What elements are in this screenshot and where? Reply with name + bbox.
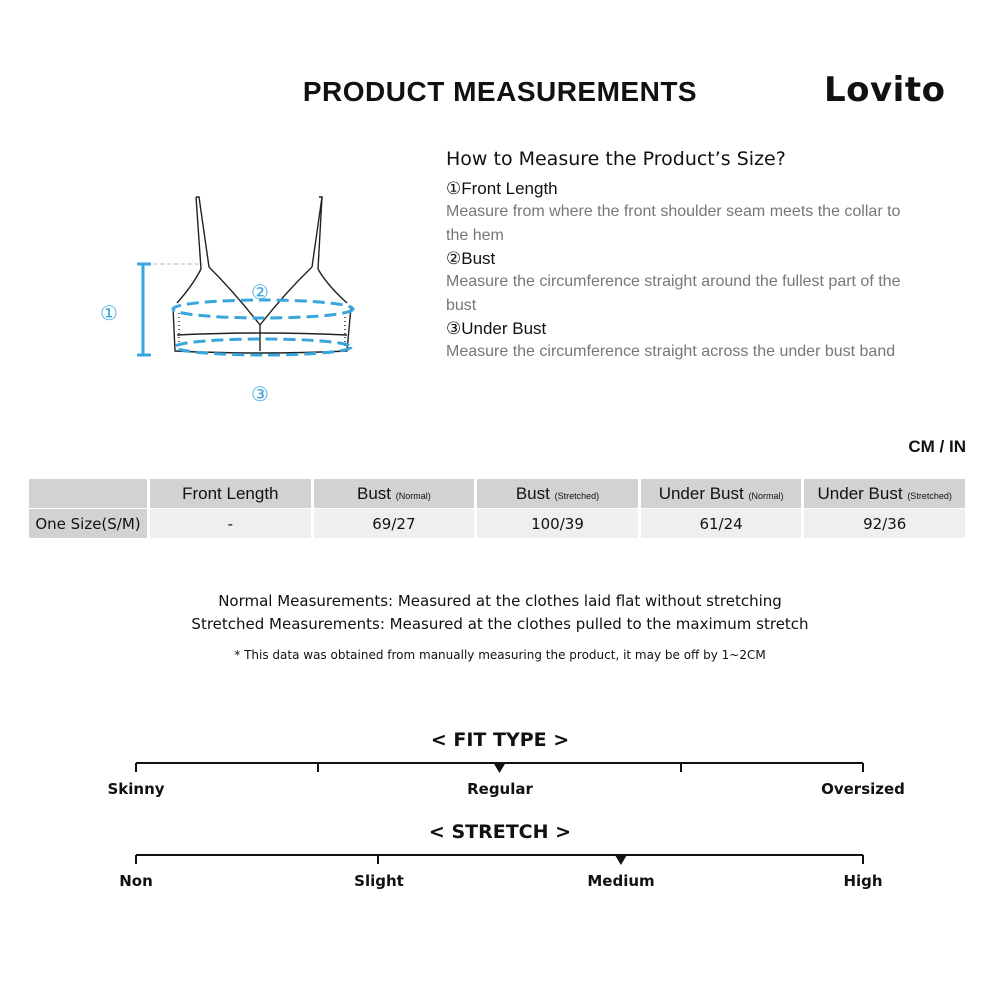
fit-label-oversized: Oversized <box>821 780 905 798</box>
stretch-marker <box>615 855 627 865</box>
table-cell: 100/39 <box>477 509 638 538</box>
column-header-sub: (Normal) <box>395 490 431 501</box>
instruction-label: ①Front Length <box>446 179 558 198</box>
front-length-bracket <box>137 264 151 355</box>
column-header <box>477 479 638 508</box>
stretch-label-slight: Slight <box>354 872 404 890</box>
normal-note: Normal Measurements: Measured at the clothes laid flat without stretching <box>218 592 782 610</box>
column-header-main: Under Bust <box>817 483 903 503</box>
stretch-label-non: Non <box>119 872 153 890</box>
row-size-label: One Size(S/M) <box>29 509 147 538</box>
instruction-desc: Measure the circumference straight around the fullest part of the bust <box>446 273 901 314</box>
table-corner <box>29 479 147 508</box>
column-header-sub: (Stretched) <box>554 490 600 501</box>
measurement-notes <box>0 590 1000 662</box>
fit-type-title: < FIT TYPE > <box>430 729 570 751</box>
bralette-illustration <box>95 185 395 415</box>
column-header <box>314 479 475 508</box>
size-table <box>26 478 968 539</box>
column-header <box>804 479 965 508</box>
measure-instructions <box>446 148 966 364</box>
footnote: * This data was obtained from manually measuring the product, it may be off by 1~2CM <box>234 648 766 662</box>
column-header-main: Front Length <box>182 483 279 503</box>
column-header <box>641 479 802 508</box>
instruction-desc: Measure from where the front shoulder seam meets the collar to the hem <box>446 203 901 244</box>
table-cell: 69/27 <box>314 509 475 538</box>
marker-bust: ② <box>251 280 269 304</box>
stretch-label-medium: Medium <box>587 872 655 890</box>
fit-type-scale <box>130 758 870 776</box>
instruction-item-front-length <box>446 178 966 248</box>
instruction-item-under-bust <box>446 318 966 364</box>
column-header-main: Under Bust <box>658 483 744 503</box>
table-cell: 92/36 <box>804 509 965 538</box>
instruction-label: ③Under Bust <box>446 319 547 338</box>
table-cell: 61/24 <box>641 509 802 538</box>
brand-logo: Lovito <box>824 70 946 110</box>
instruction-item-bust <box>446 248 966 318</box>
column-header <box>150 479 311 508</box>
marker-front-length: ① <box>100 301 118 325</box>
bralette-outline <box>173 197 351 353</box>
page-title: PRODUCT MEASUREMENTS <box>302 76 698 107</box>
fit-label-regular: Regular <box>467 780 533 798</box>
instructions-heading: How to Measure the Product’s Size? <box>446 148 786 170</box>
stretch-title: < STRETCH > <box>428 821 572 843</box>
fit-type-marker <box>494 763 506 773</box>
column-header-main: Bust <box>515 483 550 503</box>
table-row <box>29 509 965 538</box>
stretched-note: Stretched Measurements: Measured at the clothes pulled to the maximum stretch <box>191 615 809 633</box>
column-header-sub: (Stretched) <box>907 490 952 501</box>
stretch-scale <box>130 850 870 868</box>
table-header-row <box>29 479 965 508</box>
instruction-desc: Measure the circumference straight across the under bust band <box>446 343 896 360</box>
column-header-sub: (Normal) <box>748 490 784 501</box>
fit-label-skinny: Skinny <box>107 780 165 798</box>
stretch-label-high: High <box>843 872 883 890</box>
table-cell: - <box>150 509 311 538</box>
instruction-label: ②Bust <box>446 249 496 268</box>
units-label: CM / IN <box>908 437 966 456</box>
marker-under-bust: ③ <box>251 382 269 406</box>
column-header-main: Bust <box>357 483 392 503</box>
